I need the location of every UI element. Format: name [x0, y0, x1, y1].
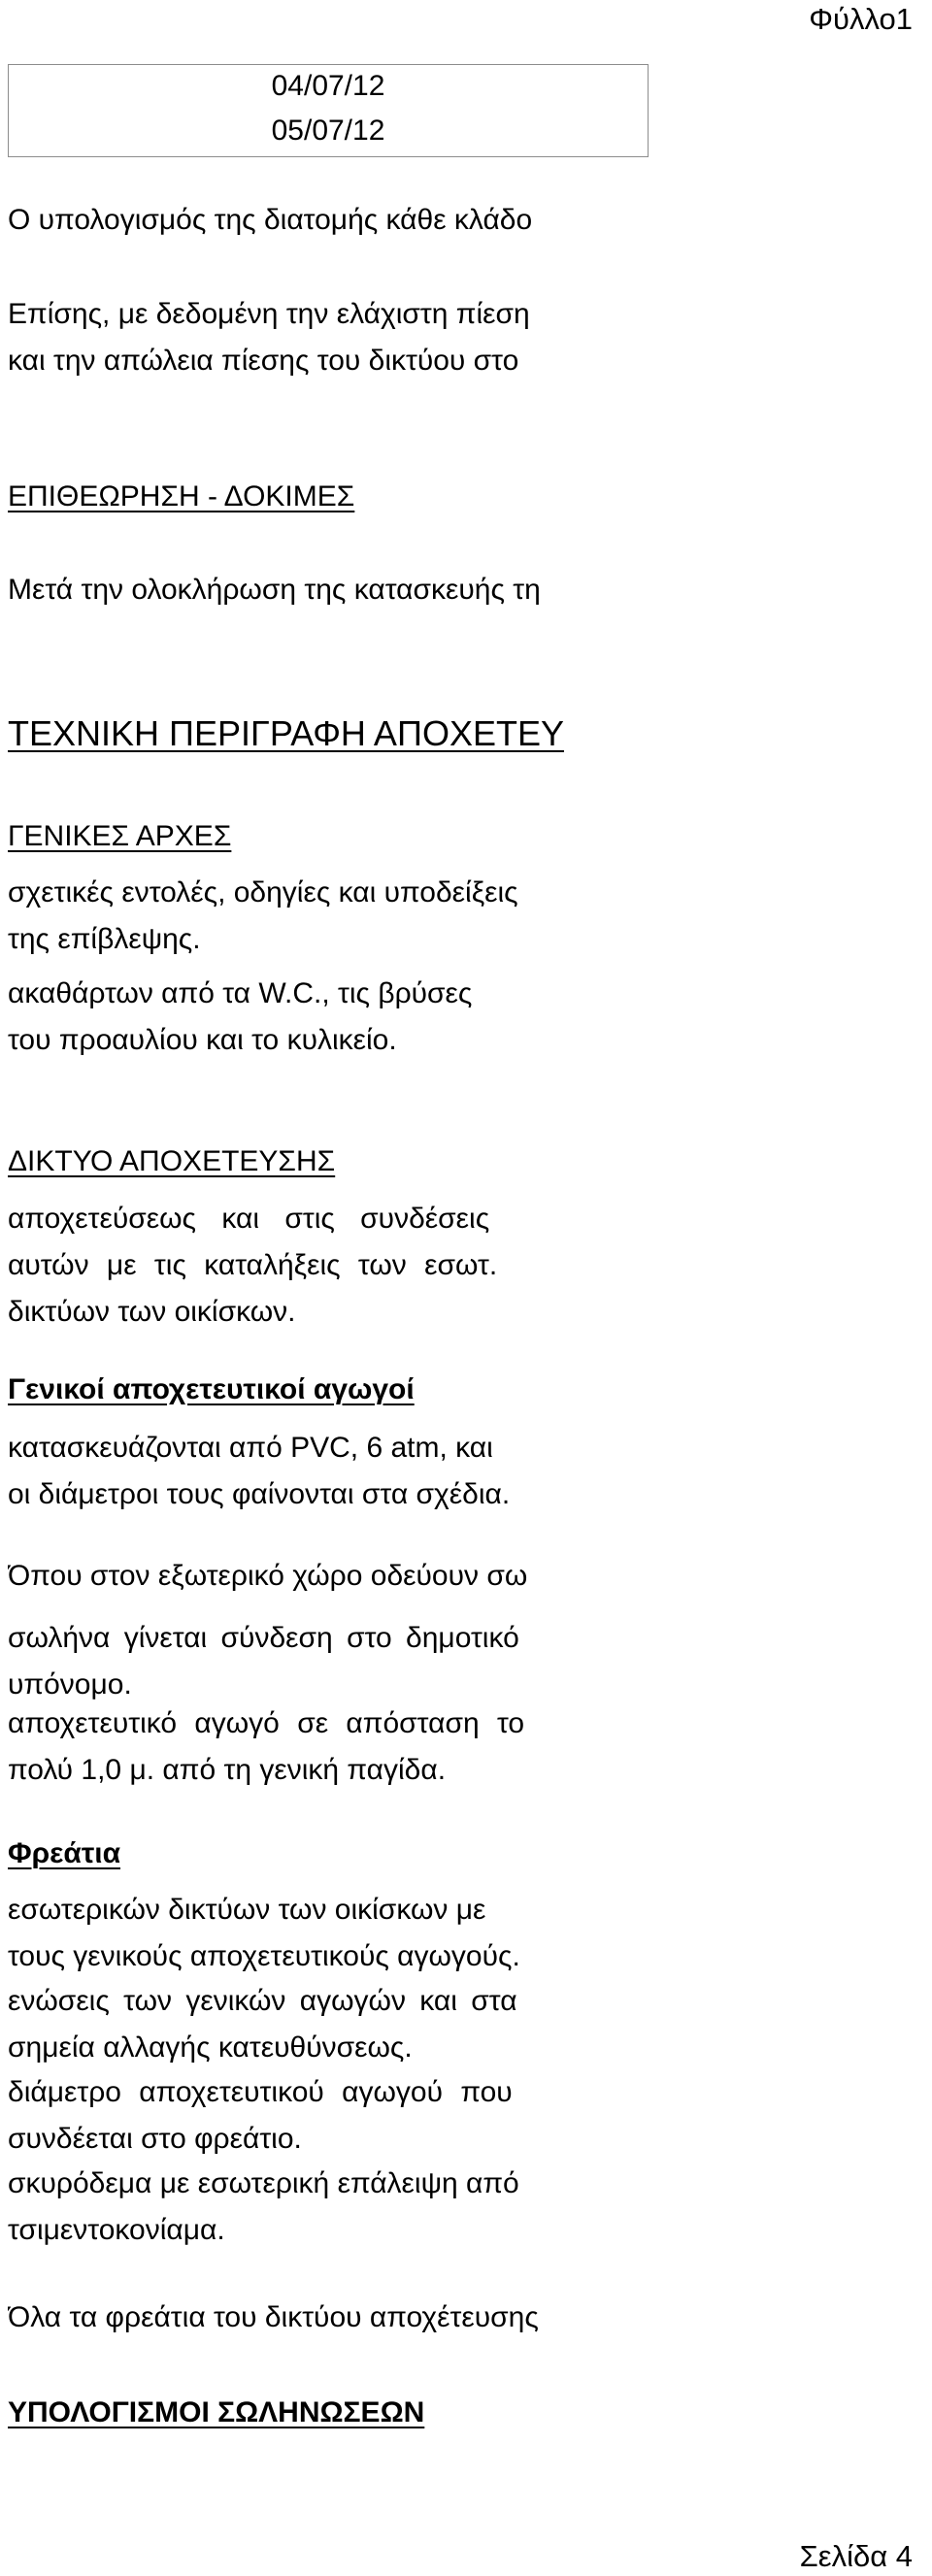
general-principles-heading [8, 813, 647, 860]
subsection-heading: Φρεάτια [8, 1837, 121, 1869]
section-heading: ΥΠΟΛΟΓΙΣΜΟΙ ΣΩΛΗΝΩΣΕΩΝ [8, 2396, 425, 2428]
text-line: εσωτερικών δικτύων των οικίσκων με [8, 1894, 486, 1926]
section-heading: ΔΙΚΤΥΟ ΑΠΟΧΕΤΕΥΣΗΣ [8, 1145, 336, 1177]
text-line: Όλα τα φρεάτια του δικτύου αποχέτευσης [8, 2301, 539, 2333]
all-manholes-line [8, 2295, 647, 2341]
pipe-calculations-heading [8, 2390, 647, 2436]
text-line: τους γενικούς αποχετευτικούς αγωγούς. [8, 1940, 520, 1972]
section-heading: ΓΕΝΙΚΕΣ ΑΡΧΕΣ [8, 820, 232, 852]
manholes-paragraph-1 [8, 1887, 647, 1980]
text-line: συνδέεται στο φρεάτιο. [8, 2123, 302, 2155]
text-line: διάμετρο αποχετευτικού αγωγού που [8, 2076, 513, 2108]
calc-line [8, 197, 647, 244]
text-line: σωλήνα γίνεται σύνδεση στο δημοτικό [8, 1622, 519, 1654]
text-line: και την απώλεια πίεσης του δικτύου στο [8, 345, 519, 377]
text-line: τσιμεντοκονίαμα. [8, 2214, 225, 2246]
subsection-heading: Γενικοί αποχετευτικοί αγωγοί [8, 1373, 415, 1405]
manholes-heading [8, 1831, 647, 1877]
inspection-heading [8, 474, 647, 520]
page-number-footer: Σελίδα 4 [799, 2539, 913, 2573]
outdoor-line [8, 1553, 647, 1600]
text-line: υπόνομο. [8, 1668, 132, 1701]
date-cell-1: 04/07/12 [271, 70, 385, 102]
text-line: Όπου στον εξωτερικό χώρο οδεύουν σω [8, 1560, 528, 1592]
tech-description-heading [8, 707, 647, 761]
text-line: Μετά την ολοκλήρωση της κατασκευής τη [8, 574, 541, 606]
text-line: της επίβλεψης. [8, 923, 201, 955]
text-line: αυτών με τις καταλήξεις των εσωτ. [8, 1249, 498, 1281]
outdoor-paragraph-2 [8, 1701, 647, 1794]
text-line: σημεία αλλαγής κατευθύνσεως. [8, 2031, 413, 2064]
text-line: Επίσης, με δεδομένη την ελάχιστη πίεση [8, 298, 530, 330]
text-line: ενώσεις των γενικών αγωγών και στα [8, 1985, 517, 2017]
section-heading: ΕΠΙΘΕΩΡΗΣΗ - ΔΟΚΙΜΕΣ [8, 480, 355, 512]
also-paragraph [8, 291, 647, 384]
pipes-paragraph [8, 1425, 647, 1518]
network-heading [8, 1139, 647, 1185]
text-line: σκυρόδεμα με εσωτερική επάλειψη από [8, 2167, 519, 2199]
pipes-heading [8, 1367, 647, 1413]
general-paragraph-2 [8, 971, 647, 1064]
text-line: ακαθάρτων από τα W.C., τις βρύσες [8, 977, 473, 1009]
text-line: σχετικές εντολές, οδηγίες και υποδείξεις [8, 876, 518, 908]
sheet-name-header: Φύλλο1 [809, 2, 913, 36]
general-paragraph [8, 870, 647, 963]
text-line: Ο υπολογισμός της διατομής κάθε κλάδο [8, 204, 533, 236]
manholes-paragraph-3 [8, 2069, 647, 2163]
text-line: του προαυλίου και το κυλικείο. [8, 1024, 397, 1056]
manholes-paragraph-2 [8, 1978, 647, 2071]
document-heading: ΤΕΧΝΙΚΗ ΠΕΡΙΓΡΑΦΗ ΑΠΟΧΕΤΕΥ [8, 713, 564, 753]
outdoor-paragraph [8, 1615, 647, 1708]
text-line: πολύ 1,0 μ. από τη γενική παγίδα. [8, 1754, 447, 1786]
text-line: αποχετεύσεως και στις συνδέσεις [8, 1203, 490, 1235]
text-line: δικτύων των οικίσκων. [8, 1296, 296, 1328]
text-line: αποχετευτικό αγωγό σε απόσταση το [8, 1707, 525, 1739]
text-line: οι διάμετροι τους φαίνονται στα σχέδια. [8, 1478, 511, 1510]
manholes-paragraph-4 [8, 2161, 647, 2254]
date-cell-2: 05/07/12 [271, 115, 385, 147]
text-line: κατασκευάζονται από PVC, 6 atm, και [8, 1432, 493, 1464]
after-construction-line [8, 567, 647, 613]
network-paragraph [8, 1196, 647, 1336]
